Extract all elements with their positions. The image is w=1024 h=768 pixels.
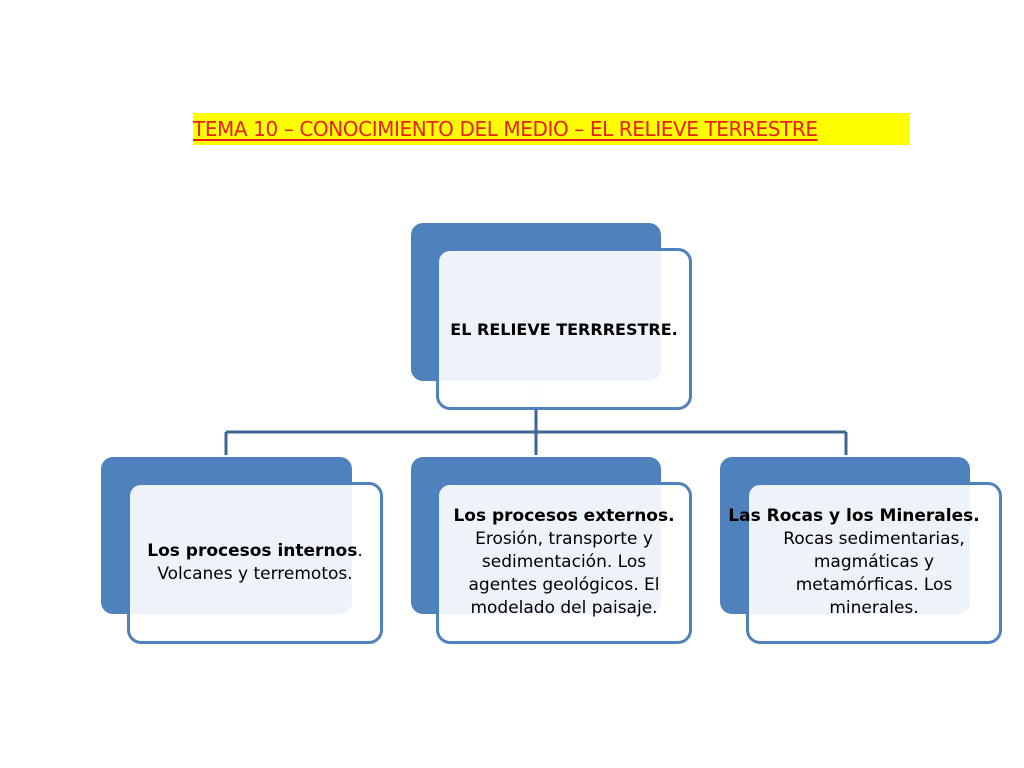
page-title: TEMA 10 – CONOCIMIENTO DEL MEDIO – EL RELIEVE TERRESTRE xyxy=(193,113,910,145)
child-1-heading-punct: . xyxy=(357,541,363,561)
child-node-external-processes xyxy=(436,482,692,644)
child-1-text: Volcanes y terremotos. xyxy=(157,564,353,584)
child-node-rocks-minerals xyxy=(728,482,1002,644)
child-3-text: Rocas sedimentarias, magmáticas y metamórficas. Los minerales. xyxy=(783,529,965,618)
child-node-internal-processes xyxy=(127,482,383,644)
child-3-heading: Las Rocas y los Minerales. xyxy=(728,506,980,526)
child-2-text: Erosión, transporte y sedimentación. Los agentes geológicos. El modelado del paisaje. xyxy=(468,529,660,618)
root-node xyxy=(436,248,692,410)
child-2-heading: Los procesos externos. xyxy=(453,506,675,526)
root-node-label: EL RELIEVE TERRRESTRE. xyxy=(450,319,678,339)
child-1-heading: Los procesos internos xyxy=(147,541,358,561)
